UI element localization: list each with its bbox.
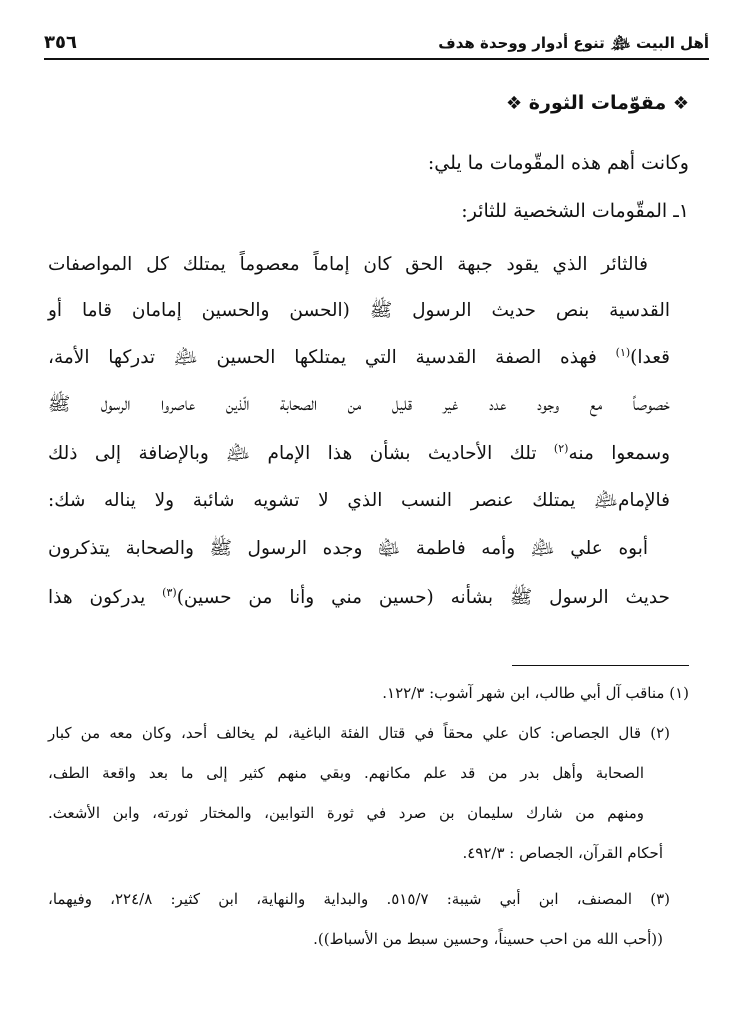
footnote-marker: (٣) <box>162 586 177 599</box>
footnote-2-cont: الصحابة وأهل بدر من قد علم مكانهم. وبقي منهم كثير إلى ما بعد واقعة الطف، <box>48 764 644 782</box>
footnote-marker: (١) <box>615 346 631 359</box>
body-text: قعدا) <box>630 347 670 369</box>
footnote-3-cont: ((أحب الله من احب حسيناً، وحسين سبط من الأسباط)). <box>313 930 663 948</box>
body-line: أبوه علي ﵇ وأمه فاطمة ﵍ وجده الرسول ﷺ والصحابة يتذكرون <box>48 538 648 559</box>
footnote-2: (٢) قال الجصاص: كان علي محقاً في قتال الفئة الباغية، لم يخالف أحد، وكان معه من كبار <box>48 724 670 742</box>
footnote-separator <box>512 665 689 666</box>
footnote-2-cont: ومنهم من شارك سليمان بن صرد في ثورة التوابين، والمختار ثورته، وابن الأشعث. <box>48 804 644 822</box>
intro-line: وكانت أهم هذه المقّومات ما يلي: <box>427 152 689 174</box>
footnote-1: (١) مناقب آل أبي طالب، ابن شهر آشوب: ١٢٢/٣. <box>382 684 689 702</box>
footnote-2-source: أحكام القرآن، الجصاص : ٤٩٢/٣. <box>462 844 663 862</box>
body-text: حديث الرسول ﷺ بشأنه (حسين مني وأنا من حسين) <box>176 587 670 609</box>
body-text: وسمعوا منه <box>568 443 671 465</box>
body-line: خصوصاً مع وجود عدد غير قليل من الصحابة الّذين عاصروا الرسول ﷺ <box>48 394 670 415</box>
section-heading <box>506 92 689 114</box>
body-line <box>48 442 670 469</box>
page-header <box>44 30 709 60</box>
star-ornament-icon: ❖ <box>506 93 523 114</box>
body-line <box>48 586 670 613</box>
body-line: القدسية بنص حديث الرسول ﷺ (الحسن والحسين إمامان قاما أو <box>48 300 670 321</box>
section-title: مقوّمات الثورة <box>528 92 667 114</box>
body-line <box>48 346 670 373</box>
body-line: فالإمام﵇ يمتلك عنصر النسب الذي لا تشويه شائبة ولا يناله شك: <box>48 490 670 511</box>
footnote-marker: (٢) <box>553 442 569 455</box>
body-text: فهذه الصفة القدسية التي يمتلكها الحسين ﵇ تدركها الأمة، <box>48 347 616 369</box>
footnote-3: (٣) المصنف، ابن أبي شيبة: ٥١٥/٧. والبداية والنهاية، ابن كثير: ٢٢٤/٨، وفيهما، <box>48 890 670 908</box>
subheading-line: ١ـ المقّومات الشخصية للثائر: <box>461 200 689 222</box>
star-ornament-icon: ❖ <box>672 93 689 114</box>
body-line: فالثائر الذي يقود جبهة الحق كان إماماً معصوماً يمتلك كل المواصفات <box>48 254 648 275</box>
running-title: أهل البيت ﵈ تنوع أدوار ووحدة هدف <box>438 34 709 52</box>
body-text: تلك الأحاديث بشأن هذا الإمام ﵇ وبالإضافة إلى ذلك <box>48 443 554 465</box>
body-text: يدركون هذا <box>48 587 163 609</box>
page-number: ٣٥٦ <box>44 32 77 53</box>
